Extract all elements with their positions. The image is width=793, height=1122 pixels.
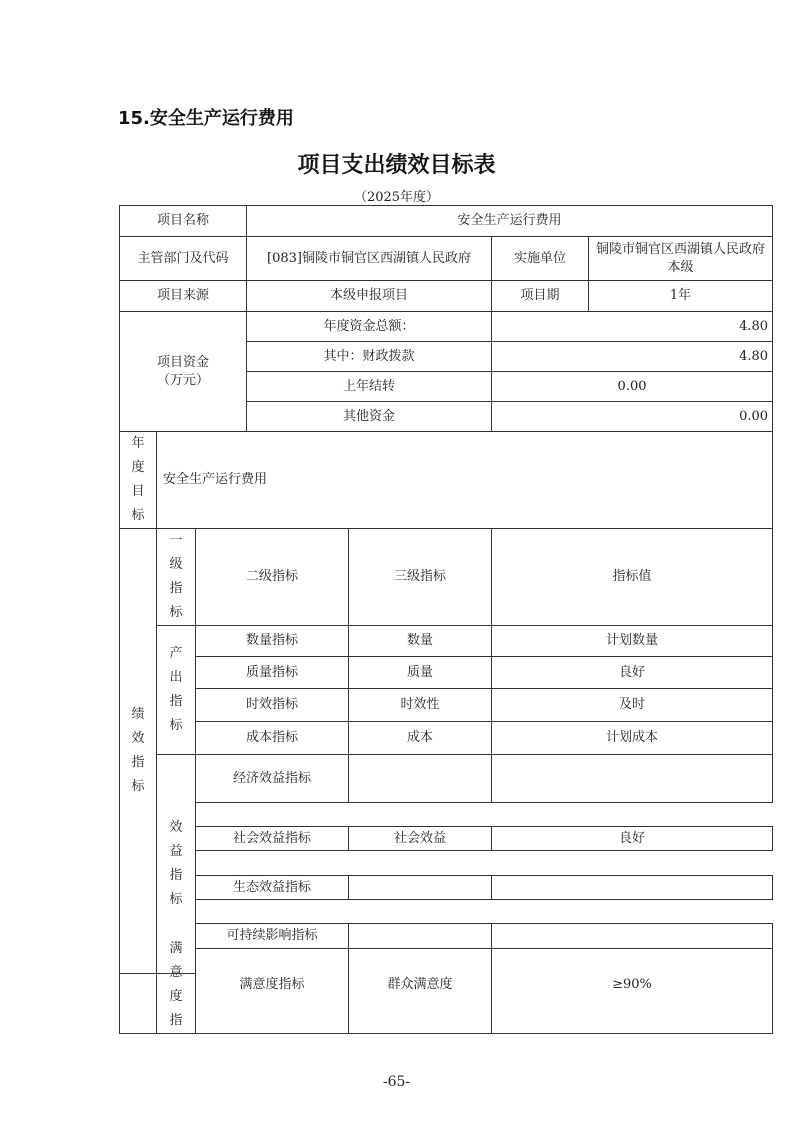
benefit-row-l2: 社会效益指标 bbox=[196, 827, 349, 851]
output-row-l3: 成本 bbox=[349, 722, 492, 755]
benefit-row-l3 bbox=[349, 876, 492, 900]
benefit-row-value bbox=[492, 876, 773, 900]
benefit-row-l2: 可持续影响指标 bbox=[196, 924, 349, 949]
satisfaction-row-l2: 满意度指标 bbox=[196, 937, 349, 1034]
label-funds-text: 项目资金 bbox=[157, 354, 210, 370]
label-source: 项目来源 bbox=[120, 281, 247, 312]
value-fiscal: 4.80 bbox=[492, 342, 773, 372]
satisfaction-table bbox=[119, 937, 773, 1034]
output-row-l2: 成本指标 bbox=[196, 722, 349, 755]
header-level2: 二级指标 bbox=[196, 529, 349, 626]
label-impl-unit: 实施单位 bbox=[492, 237, 589, 281]
value-project-name: 安全生产运行费用 bbox=[247, 206, 773, 237]
value-period: 1年 bbox=[589, 281, 773, 312]
perf-column-continuation bbox=[120, 937, 157, 1034]
benefit-row-l2: 经济效益指标 bbox=[196, 755, 349, 803]
value-carryover: 0.00 bbox=[492, 372, 773, 402]
section-heading: 15.安全生产运行费用 bbox=[118, 108, 294, 129]
benefit-row-l2: 生态效益指标 bbox=[196, 876, 349, 900]
output-row-l3: 数量 bbox=[349, 626, 492, 657]
output-row-value: 计划数量 bbox=[492, 626, 773, 657]
benefit-row-value bbox=[492, 755, 773, 803]
output-row-l2: 质量指标 bbox=[196, 657, 349, 689]
label-project-name: 项目名称 bbox=[120, 206, 247, 237]
label-output: 产 出 指 标 bbox=[157, 626, 196, 755]
document-title: 项目支出绩效目标表 bbox=[297, 153, 496, 178]
label-period: 项目期 bbox=[492, 281, 589, 312]
output-row-l2: 时效指标 bbox=[196, 689, 349, 722]
label-satisfaction: 满 意 度 指 bbox=[157, 937, 196, 1034]
benefit-row-value: 良好 bbox=[492, 827, 773, 851]
header-level3: 三级指标 bbox=[349, 529, 492, 626]
value-dept: [083]铜陵市铜官区西湖镇人民政府 bbox=[247, 237, 492, 281]
output-row-l2: 数量指标 bbox=[196, 626, 349, 657]
header-level1: 一 级 指 标 bbox=[157, 529, 196, 626]
value-source: 本级申报项目 bbox=[247, 281, 492, 312]
label-other: 其他资金 bbox=[247, 402, 492, 432]
performance-table bbox=[119, 205, 773, 974]
label-funds-unit: （万元） bbox=[157, 372, 210, 388]
benefit-row-l3 bbox=[349, 755, 492, 803]
output-row-value: 及时 bbox=[492, 689, 773, 722]
label-fiscal: 其中：财政拨款 bbox=[247, 342, 492, 372]
label-benefit: 效 益 指 标 bbox=[157, 755, 196, 974]
satisfaction-row-value: ≥90% bbox=[492, 937, 773, 1034]
page-number: -65- bbox=[382, 1074, 411, 1090]
value-impl-unit: 铜陵市铜官区西湖镇人民政府本级 bbox=[589, 237, 773, 281]
label-perf: 绩 效 指 标 bbox=[120, 529, 157, 974]
output-row-value: 计划成本 bbox=[492, 722, 773, 755]
label-carryover: 上年结转 bbox=[247, 372, 492, 402]
output-row-value: 良好 bbox=[492, 657, 773, 689]
label-annual-goal: 年 度 目 标 bbox=[120, 432, 157, 529]
value-other: 0.00 bbox=[492, 402, 773, 432]
value-annual-goal: 安全生产运行费用 bbox=[157, 432, 773, 529]
output-row-l3: 质量 bbox=[349, 657, 492, 689]
label-dept: 主管部门及代码 bbox=[120, 237, 247, 281]
output-row-l3: 时效性 bbox=[349, 689, 492, 722]
satisfaction-row-l3: 群众满意度 bbox=[349, 937, 492, 1034]
label-total: 年度资金总额： bbox=[247, 312, 492, 342]
benefit-row-l3: 社会效益 bbox=[349, 827, 492, 851]
label-funds bbox=[120, 312, 247, 432]
document-year: （2025年度） bbox=[353, 190, 440, 205]
header-value: 指标值 bbox=[492, 529, 773, 626]
value-total: 4.80 bbox=[492, 312, 773, 342]
